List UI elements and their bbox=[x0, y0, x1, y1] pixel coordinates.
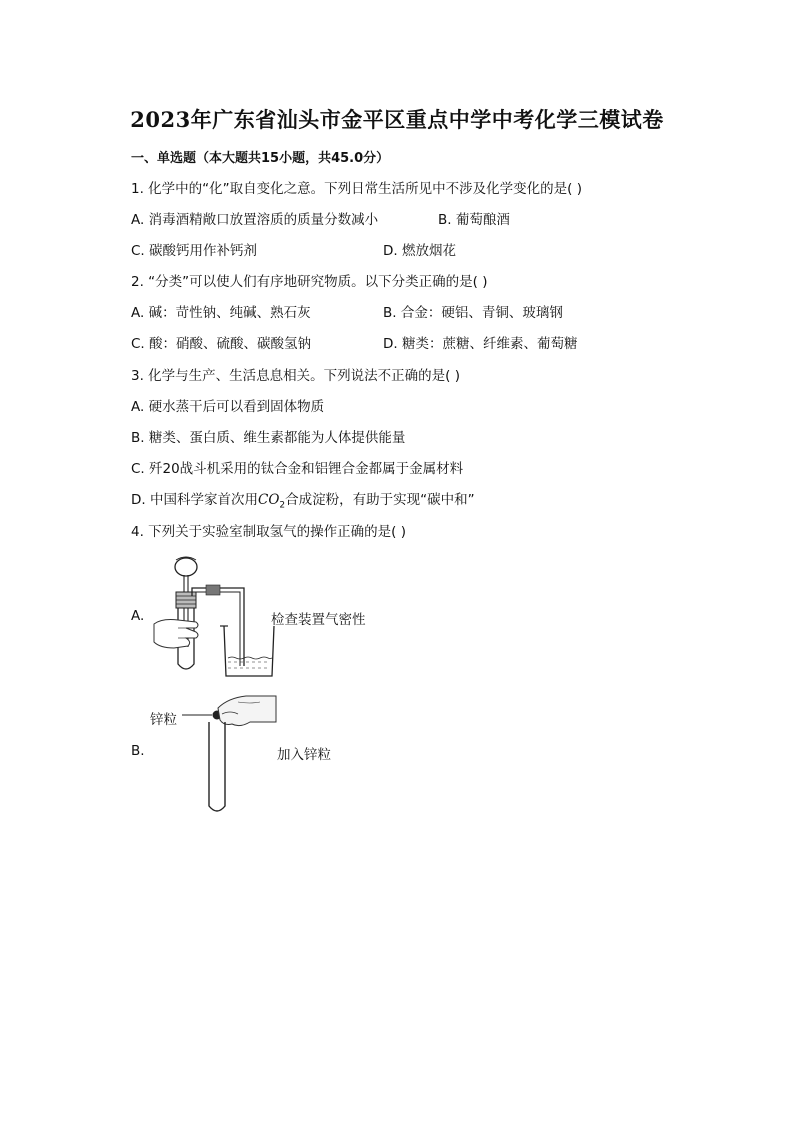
zinc-granule-label: 锌粒 bbox=[150, 712, 177, 728]
question-1-option-a: A. 消毒酒精敞口放置溶质的质量分数减小 bbox=[131, 212, 379, 228]
question-2-option-c: C. 酸：硝酸、硫酸、碳酸氢钠 bbox=[131, 336, 312, 352]
question-3-option-b: B. 糖类、蛋白质、维生素都能为人体提供能量 bbox=[131, 430, 406, 446]
page-title: 2023年广东省汕头市金平区重点中学中考化学三模试卷 bbox=[130, 107, 664, 132]
question-3-option-d bbox=[131, 488, 475, 511]
question-3-stem: 3. 化学与生产、生活息息相关。下列说法不正确的是( ) bbox=[131, 368, 460, 384]
question-2-option-b: B. 合金：硬铝、青铜、玻璃钢 bbox=[383, 305, 563, 321]
question-2-option-d: D. 糖类：蔗糖、纤维素、葡萄糖 bbox=[383, 336, 578, 352]
question-1-stem: 1. 化学中的“化”取自变化之意。下列日常生活所见中不涉及化学变化的是( ) bbox=[131, 181, 582, 197]
question-1-option-c: C. 碳酸钙用作补钙剂 bbox=[131, 243, 258, 259]
question-4-stem: 4. 下列关于实验室制取氢气的操作正确的是( ) bbox=[131, 524, 406, 540]
co2-formula: CO bbox=[257, 492, 280, 508]
co2-subscript: 2 bbox=[279, 500, 286, 511]
question-3-option-c: C. 歼20战斗机采用的钛合金和铝锂合金都属于金属材料 bbox=[131, 461, 464, 477]
section-heading: 一、单选题（本大题共15小题，共45.0分） bbox=[131, 151, 390, 166]
question-2-option-a: A. 碱：苛性钠、纯碱、熟石灰 bbox=[131, 305, 311, 321]
question-3-option-d-lead: D. 中国科学家首次用 bbox=[131, 492, 258, 508]
question-2-stem: 2. “分类”可以使人们有序地研究物质。以下分类正确的是( ) bbox=[131, 274, 488, 290]
figure-a-letter: A. bbox=[131, 608, 145, 624]
airtightness-apparatus-figure bbox=[148, 552, 278, 682]
question-1-option-b: B. 葡萄酿酒 bbox=[438, 212, 510, 228]
question-1-option-d: D. 燃放烟花 bbox=[383, 243, 456, 259]
add-zinc-figure bbox=[180, 688, 280, 816]
question-3-option-a: A. 硬水蒸干后可以看到固体物质 bbox=[131, 399, 325, 415]
figure-b-letter: B. bbox=[131, 743, 145, 759]
question-3-option-d-tail: 合成淀粉，有助于实现“碳中和” bbox=[285, 492, 475, 508]
figure-a-caption: 检查装置气密性 bbox=[271, 612, 366, 628]
figure-b-caption: 加入锌粒 bbox=[277, 747, 331, 763]
